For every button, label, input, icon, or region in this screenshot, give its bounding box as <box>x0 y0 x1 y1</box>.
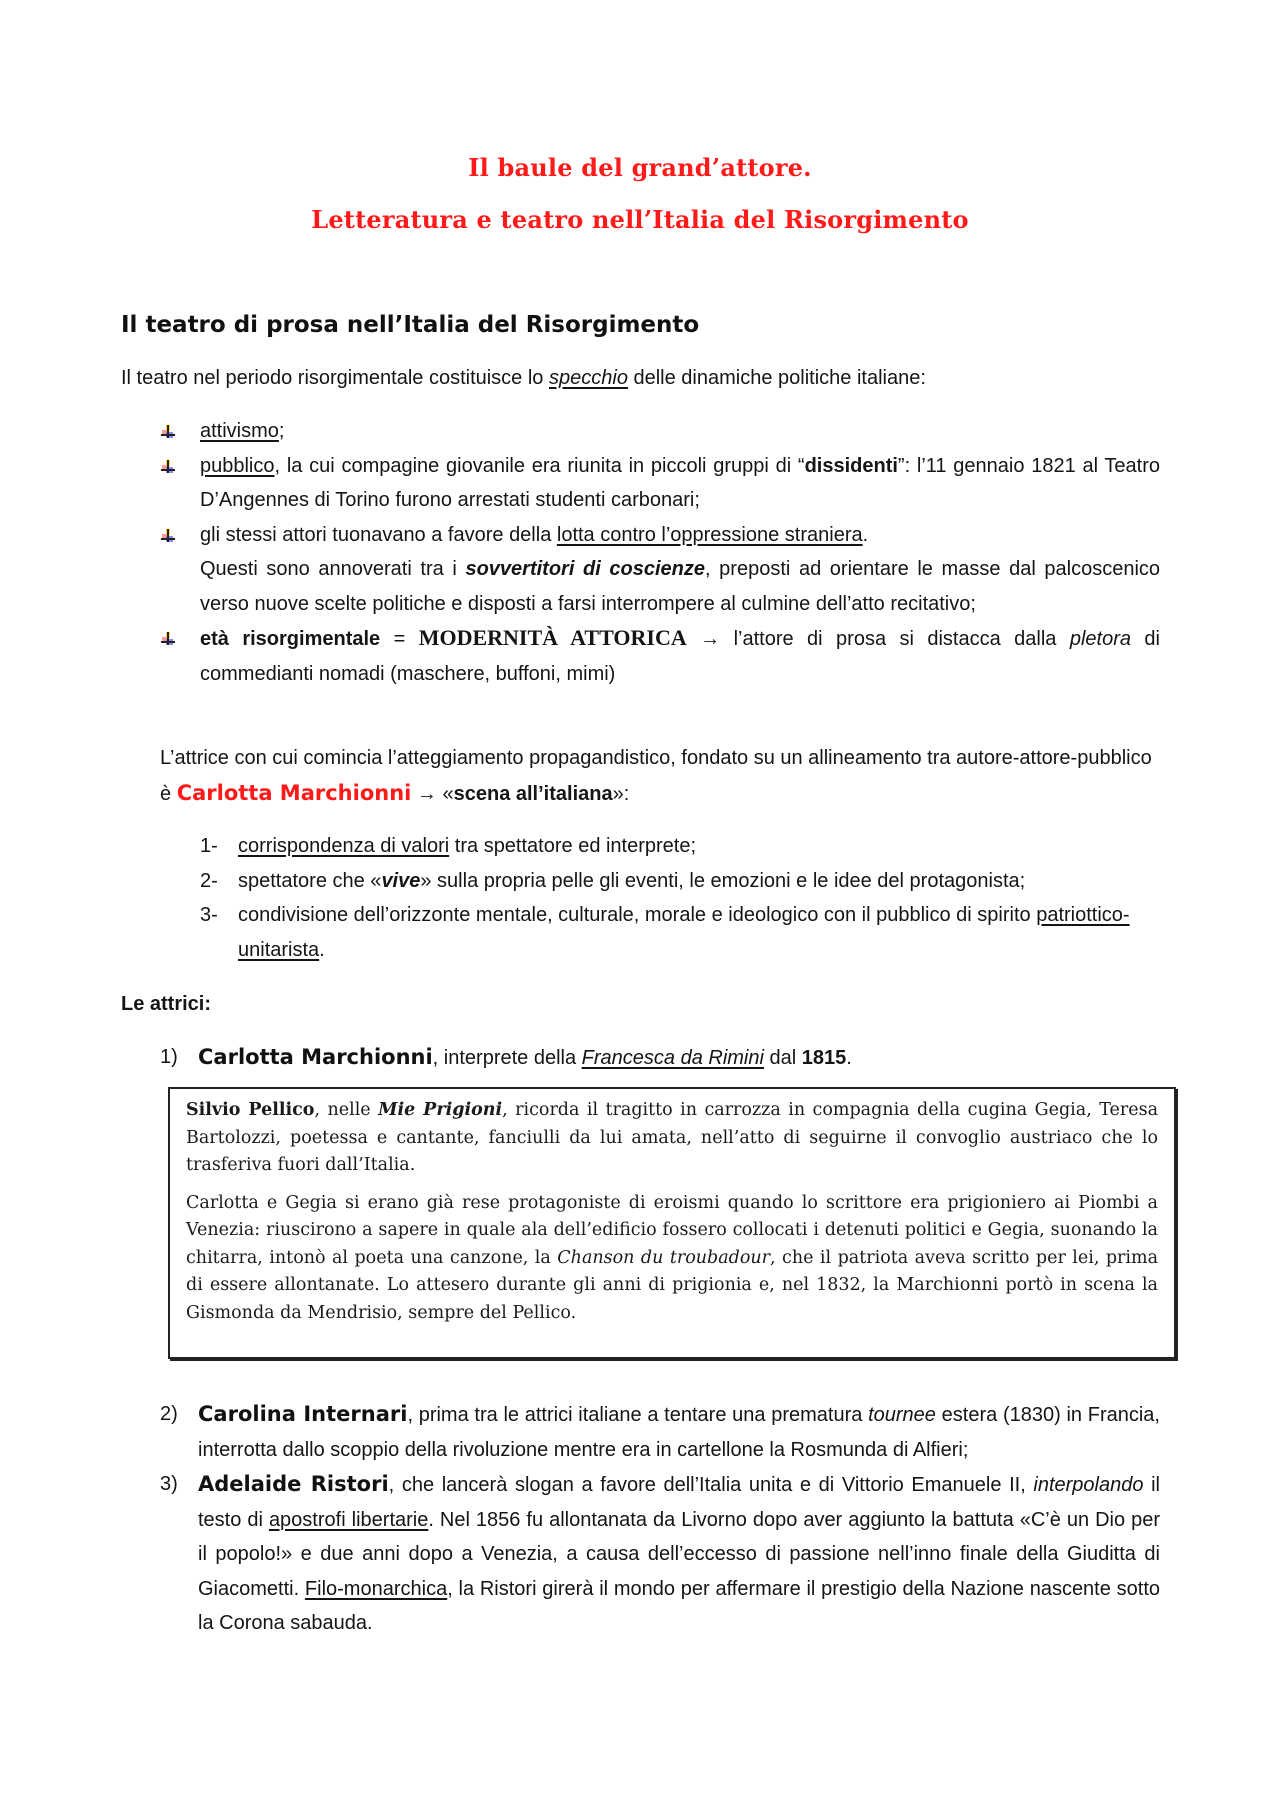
actress-name: Carlotta Marchionni <box>198 1045 433 1069</box>
attrice-paragraph: L’attrice con cui comincia l’atteggiamento propagandistico, fondato su un allineamento tra autore-attore-pubblico è Carlotta Marchionni → «scena all’italiana»: <box>160 747 1152 805</box>
actress-list-continued <box>160 1397 1160 1641</box>
intro-paragraph: Il teatro nel periodo risorgimentale costituisce lo specchio delle dinamiche politiche italiane: <box>121 367 926 389</box>
bullet-item-attivismo: attivismo; <box>160 414 1160 449</box>
numbered-item: 2- spettatore che «vive» sulla propria pelle gli eventi, le emozioni e le idee del protagonista; <box>200 869 1026 892</box>
document-title: Il baule del grand’attore. <box>468 153 812 182</box>
actress-item-1: 1) Carlotta Marchionni, interprete della Francesca da Rimini dal 1815. <box>160 1045 852 1069</box>
quote-paragraph-1: Silvio Pellico, nelle Mie Prigioni, ricorda il tragitto in carrozza in compagnia della cugina Gegia, Teresa Bartolozzi, poetessa e cantante, fanciulli da lui amata, nell’atto di seguirne il convoglio austriaco che lo trasferiva fuori dall’Italia. <box>186 1100 1159 1175</box>
actress-name: Carolina Internari <box>198 1402 408 1426</box>
document-subtitle: Letteratura e teatro nell’Italia del Risorgimento <box>311 205 969 234</box>
actress-name: Adelaide Ristori <box>198 1472 389 1496</box>
numbered-list <box>200 829 1160 967</box>
bullet-list <box>160 414 1160 691</box>
bullet-item-pubblico: pubblico, la cui compagine giovanile era riunita in piccoli gruppi di “dissidenti”: l’11 gennaio 1821 al Teatro D’Angennes di Torino furono arrestati studenti carbonari; <box>160 449 1160 518</box>
colored-plus-bullet-icon <box>160 424 176 440</box>
colored-plus-bullet-icon <box>160 631 176 647</box>
arrow-right-icon: → <box>411 782 443 805</box>
quote-box <box>168 1087 1176 1359</box>
section-heading: Il teatro di prosa nell’Italia del Risorgimento <box>121 312 700 338</box>
highlighted-name: Carlotta Marchionni <box>176 780 412 805</box>
colored-plus-bullet-icon <box>160 459 176 475</box>
actress-item-2: 2) Carolina Internari, prima tra le attrici italiane a tentare una prematura tournee estera (1830) in Francia, interrotta dallo scoppio della rivoluzione mentre era in cartellone la Rosmunda di Alfieri; <box>160 1402 1160 1461</box>
attrici-label: Le attrici: <box>121 993 212 1015</box>
quote-paragraph-2: Carlotta e Gegia si erano già rese protagoniste di eroismi quando lo scrittore era prigioniero ai Piombi a Venezia: riuscirono a sapere in quale ala dell’edificio fossero collocati i detenuti politici e Gegia, suonando la chitarra, intonò al poeta una canzone, la Chanson du troubadour, che il patriota aveva scritto per lei, prima di essere allontanate. Lo attesero durante gli anni di prigionia e, nel 1832, la Marchionni portò in scena la Gismonda da Mendrisio, sempre del Pellico. <box>186 1192 1159 1323</box>
numbered-item: 3- condivisione dell’orizzonte mentale, culturale, morale e ideologico con il pubblico di spirito patriottico-unitarista. <box>200 904 1130 961</box>
colored-plus-bullet-icon <box>160 528 176 544</box>
arrow-right-icon: → <box>686 628 734 650</box>
actress-item-3: 3) Adelaide Ristori, che lancerà slogan a favore dell’Italia unita e di Vittorio Emanuele II, interpolando il testo di apostrofi libertarie. Nel 1856 fu allontanata da Livorno dopo aver aggiunto la battuta «C’è un Dio per il popolo!» e due anni dopo a Venezia, a causa dell’eccesso di passione nell’inno finale della Giuditta di Giacometti. Filo-monarchica, la Ristori girerà il mondo per affermare il prestigio della Nazione nascente sotto la Corona sabauda. <box>160 1472 1161 1634</box>
bullet-item-attori: gli stessi attori tuonavano a favore della lotta contro l’oppressione straniera. Questi sono annoverati tra i sovvertitori di coscienze, preposti ad orientare le masse dal palcoscenico verso nuove scelte politiche e disposti a farsi interrompere al culmine dell’atto recitativo; <box>160 518 1160 622</box>
numbered-item: 1- corrispondenza di valori tra spettatore ed interprete; <box>200 835 697 857</box>
bullet-item-eta-risorgimentale: età risorgimentale = MODERNITÀ ATTORICA → l’attore di prosa si distacca dalla pletora di commedianti nomadi (maschere, buffoni, mimi) <box>160 621 1160 691</box>
specchio-term: specchio <box>549 367 628 389</box>
